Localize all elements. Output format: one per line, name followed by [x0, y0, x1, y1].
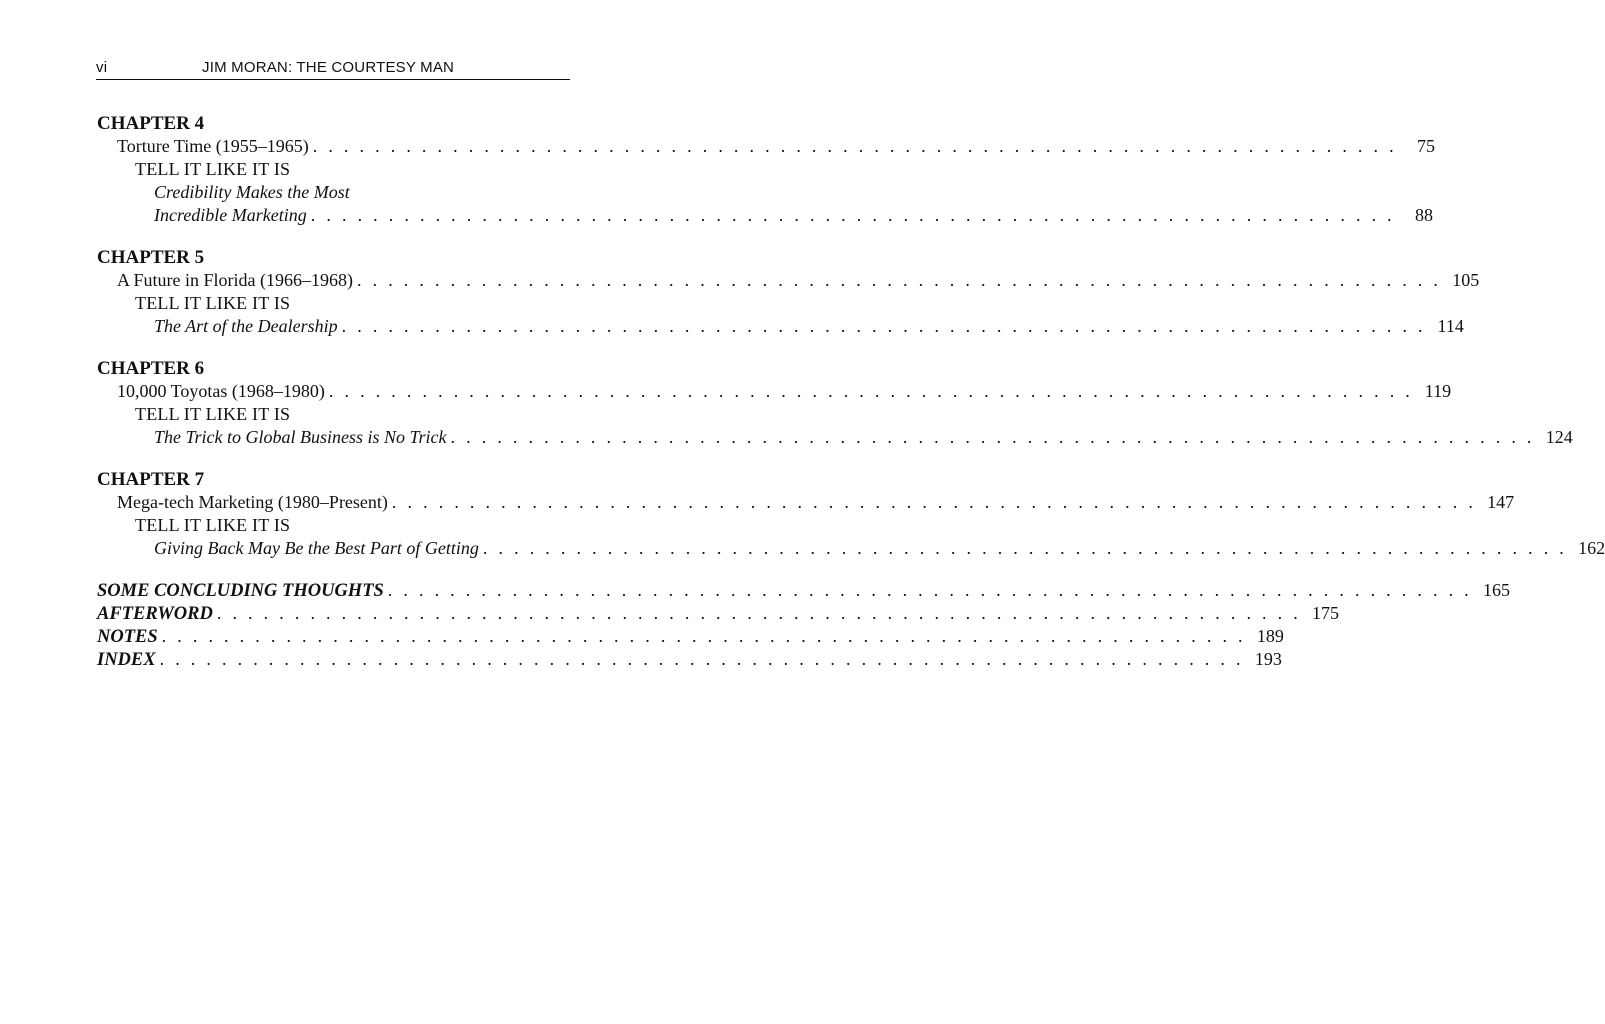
table-of-contents: [97, 112, 1605, 671]
section-heading: TELL IT LIKE IT IS: [135, 293, 291, 313]
dot-leader: . . . . . . . . . . . . . . . . . . . . . . . . . . . . . . . . . . . . . . . . . . . . . . . . . . . . . . . . . . . . . . . . . . . . . .: [328, 381, 1414, 401]
page-folio: vi: [96, 59, 108, 76]
page-number: 193: [1254, 649, 1282, 669]
sub-entry-title: The Art of the Dealership: [154, 316, 338, 336]
dot-leader: . . . . . . . . . . . . . . . . . . . . . . . . . . . . . . . . . . . . . . . . . . . . . . . . . . . . . . . . . . . . . . . . . . . . . .: [161, 626, 1246, 646]
page-number: 175: [1312, 603, 1340, 623]
section-heading: TELL IT LIKE IT IS: [135, 159, 291, 179]
dot-leader: . . . . . . . . . . . . . . . . . . . . . . . . . . . . . . . . . . . . . . . . . . . . . . . . . . . . . . . . . . . . . . . . . . . . . .: [312, 136, 1397, 156]
section-heading: TELL IT LIKE IT IS: [135, 515, 291, 535]
toc-back-matter-entry[interactable]: [97, 625, 1284, 648]
dot-leader: . . . . . . . . . . . . . . . . . . . . . . . . . . . . . . . . . . . . . . . . . . . . . . . . . . . . . . . . . . . . . . . . . . . . . .: [159, 649, 1244, 669]
chapter-7-block: [97, 468, 1605, 560]
entry-title: Mega-tech Marketing (1980–Present): [117, 492, 388, 512]
dot-leader: . . . . . . . . . . . . . . . . . . . . . . . . . . . . . . . . . . . . . . . . . . . . . . . . . . . . . . . . . . . . . . . . . . . . . .: [482, 538, 1568, 558]
sub-entry-title: Giving Back May Be the Best Part of Getting: [154, 538, 479, 558]
page-number: 165: [1482, 580, 1510, 600]
toc-entry[interactable]: [97, 269, 1480, 292]
toc-back-matter-entry[interactable]: [97, 579, 1510, 602]
toc-sub-entry[interactable]: [97, 426, 1573, 449]
section-heading: TELL IT LIKE IT IS: [135, 404, 291, 424]
chapter-heading: CHAPTER 4: [97, 113, 205, 134]
chapter-5-block: [97, 246, 1480, 338]
dot-leader: . . . . . . . . . . . . . . . . . . . . . . . . . . . . . . . . . . . . . . . . . . . . . . . . . . . . . . . . . . . . . . . . . . . . . .: [310, 205, 1395, 225]
sub-entry-title-line: Credibility Makes the Most: [154, 182, 350, 202]
toc-back-matter-entry[interactable]: [97, 648, 1282, 671]
dot-leader: . . . . . . . . . . . . . . . . . . . . . . . . . . . . . . . . . . . . . . . . . . . . . . . . . . . . . . . . . . . . . . . . . . . . . .: [357, 270, 1442, 290]
page-number: 162: [1578, 538, 1605, 558]
toc-back-matter-entry[interactable]: [97, 602, 1340, 625]
back-matter-list: [97, 579, 1510, 671]
back-matter-title: NOTES: [97, 627, 158, 647]
dot-leader: . . . . . . . . . . . . . . . . . . . . . . . . . . . . . . . . . . . . . . . . . . . . . . . . . . . . . . . . . . . . . . . . . . . . . .: [391, 492, 1477, 512]
entry-title: A Future in Florida (1966–1968): [117, 270, 353, 290]
dot-leader: . . . . . . . . . . . . . . . . . . . . . . . . . . . . . . . . . . . . . . . . . . . . . . . . . . . . . . . . . . . . . . . . . . . . . .: [216, 603, 1302, 623]
sub-entry-title: The Trick to Global Business is No Trick: [154, 427, 447, 447]
back-matter-title: INDEX: [97, 650, 156, 670]
page-number: 147: [1487, 492, 1515, 512]
chapter-4-block: [97, 112, 1435, 227]
toc-sub-entry[interactable]: [97, 204, 1433, 227]
chapter-heading: CHAPTER 5: [97, 247, 205, 268]
dot-leader: . . . . . . . . . . . . . . . . . . . . . . . . . . . . . . . . . . . . . . . . . . . . . . . . . . . . . . . . . . . . . . . . . . . . . .: [387, 580, 1472, 600]
page-number: 124: [1545, 427, 1573, 447]
page-number: 105: [1452, 270, 1480, 290]
page-number: 114: [1437, 316, 1464, 336]
toc-sub-entry[interactable]: [97, 315, 1464, 338]
entry-title: Torture Time (1955–1965): [117, 136, 309, 156]
page-number: 75: [1416, 136, 1435, 156]
page-number: 119: [1424, 381, 1452, 401]
dot-leader: . . . . . . . . . . . . . . . . . . . . . . . . . . . . . . . . . . . . . . . . . . . . . . . . . . . . . . . . . . . . . . . . . . . . . .: [341, 316, 1426, 336]
running-head: [96, 58, 570, 80]
chapter-heading: CHAPTER 6: [97, 358, 205, 379]
page-number: 189: [1256, 626, 1284, 646]
running-head-title: JIM MORAN: THE COURTESY MAN: [202, 59, 455, 76]
page-number: 88: [1414, 205, 1433, 225]
dot-leader: . . . . . . . . . . . . . . . . . . . . . . . . . . . . . . . . . . . . . . . . . . . . . . . . . . . . . . . . . . . . . . . . . . . . . .: [450, 427, 1535, 447]
entry-title: 10,000 Toyotas (1968–1980): [117, 381, 325, 401]
sub-entry-title: Incredible Marketing: [154, 205, 307, 225]
chapter-6-block: [97, 357, 1573, 449]
toc-entry[interactable]: [97, 491, 1515, 514]
chapter-heading: CHAPTER 7: [97, 469, 205, 490]
toc-entry[interactable]: [97, 380, 1452, 403]
back-matter-title: AFTERWORD: [97, 604, 213, 624]
toc-sub-entry[interactable]: [97, 537, 1605, 560]
back-matter-title: SOME CONCLUDING THOUGHTS: [97, 581, 384, 601]
toc-entry[interactable]: [97, 135, 1435, 158]
